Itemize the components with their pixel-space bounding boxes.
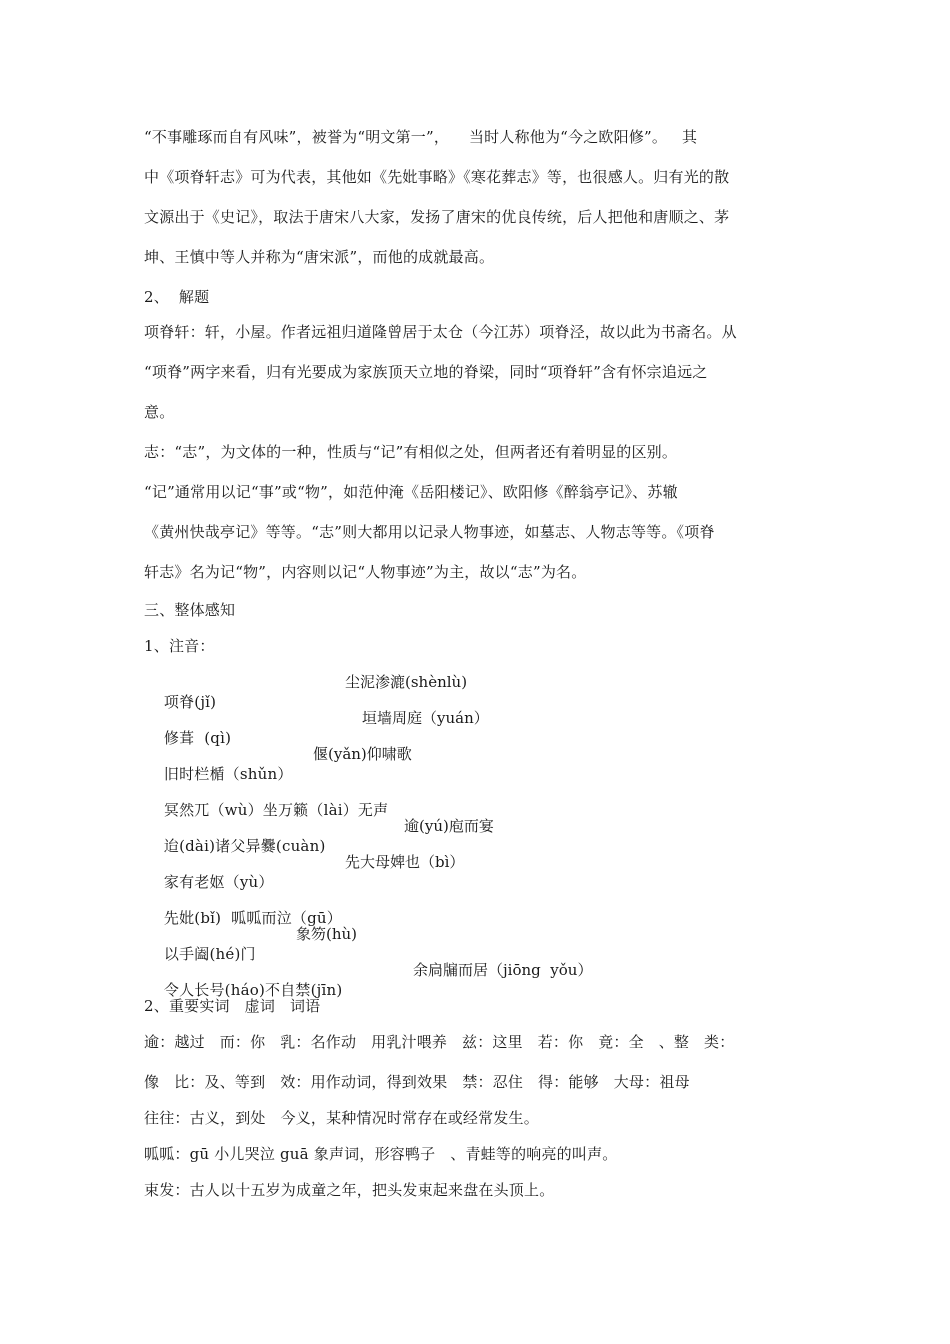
- ciyu-line-2: 像 比：及、等到 效：用作动词，得到效果 禁：忍住 得：能够 大母：祖母: [144, 1073, 690, 1091]
- zhuyin-item: 逾(yú)庖而宴: [404, 817, 494, 835]
- jieti-p1-line-3: 意。: [144, 403, 175, 421]
- zhuyin-item: 令人长号(háo)不自禁(jīn): [163, 981, 343, 999]
- zhuyin-item: 先大母婢也（bì）: [345, 853, 465, 871]
- jieti-p2-line-3: 《黄州快哉亭记》等等。“志”则大都用以记录人物事迹，如墓志、人物志等等。《项脊: [144, 523, 715, 541]
- bio-line-4: 坤、王慎中等人并称为“唐宋派”，而他的成就最高。: [144, 248, 495, 266]
- ciyu-line-1: 逾：越过 而：你 乳：名作动 用乳汁喂养 兹：这里 若：你 竟：全 、整 类：: [144, 1033, 735, 1051]
- ciyu-heading: 2、重要实词 虚词 词语: [144, 997, 321, 1015]
- zhuyin-item: 象笏(hù): [296, 925, 358, 943]
- zhuyin-item: 以手阖(hé)门: [163, 945, 256, 963]
- zhuyin-item: 项脊(jǐ): [163, 693, 217, 711]
- section-heading-jieti: 2、 解题: [144, 288, 210, 306]
- zhuyin-item: 家有老妪（yù）: [163, 873, 274, 891]
- ciyu-line-5: 束发：古人以十五岁为成童之年，把头发束起来盘在头顶上。: [144, 1181, 555, 1199]
- zhuyin-item: 修葺 (qì): [163, 729, 232, 747]
- jieti-p1-line-2: “项脊”两字来看，归有光要成为家族顶天立地的脊梁，同时“项脊轩”含有怀宗追远之: [144, 363, 708, 381]
- bio-line-3: 文源出于《史记》，取法于唐宋八大家，发扬了唐宋的优良传统，后人把他和唐顺之、茅: [144, 208, 730, 226]
- bio-line-2: 中《项脊轩志》可为代表，其他如《先妣事略》《寒花葬志》等，也很感人。归有光的散: [144, 168, 730, 186]
- zhuyin-item: 冥然兀（wù）坐万籁（lài）无声: [163, 801, 389, 819]
- bio-line-1: “不事雕琢而自有风味”，被誉为“明文第一”， 当时人称他为“今之欧阳修”。 其: [144, 128, 698, 146]
- jieti-p2-line-2: “记”通常用以记“事”或“物”，如范仲淹《岳阳楼记》、欧阳修《醉翁亭记》、苏辙: [144, 483, 678, 501]
- zhuyin-item: 尘泥渗漉(shènlù): [345, 673, 468, 691]
- jieti-p2-line-4: 轩志》名为记“物”，内容则以记“人物事迹”为主，故以“志”为名。: [144, 563, 587, 581]
- jieti-p1-line-1: 项脊轩：轩，小屋。作者远祖归道隆曾居于太仓（今江苏）项脊泾，故以此为书斋名。从: [144, 323, 737, 341]
- ciyu-line-4: 呱呱：gū 小儿哭泣 guā 象声词，形容鸭子 、青蛙等的响亮的叫声。: [144, 1145, 618, 1163]
- section-heading-zhengti: 三、整体感知: [144, 601, 236, 619]
- zhuyin-item: 旧时栏楯（shǔn）: [163, 765, 293, 783]
- zhuyin-item: 偃(yǎn)仰啸歌: [313, 745, 412, 763]
- zhuyin-heading: 1、注音：: [144, 637, 215, 655]
- zhuyin-item: 垣墙周庭（yuán）: [362, 709, 489, 727]
- zhuyin-item: 余扃牖而居（jiōng yǒu）: [413, 961, 593, 979]
- zhuyin-item: 迨(dài)诸父异爨(cuàn): [163, 837, 326, 855]
- ciyu-line-3: 往往：古义，到处 今义，某种情况时常存在或经常发生。: [144, 1109, 539, 1127]
- zhuyin-item: 先妣(bǐ) 呱呱而泣（gū）: [163, 909, 342, 927]
- jieti-p2-line-1: 志：“志”，为文体的一种，性质与“记”有相似之处，但两者还有着明显的区别。: [144, 443, 678, 461]
